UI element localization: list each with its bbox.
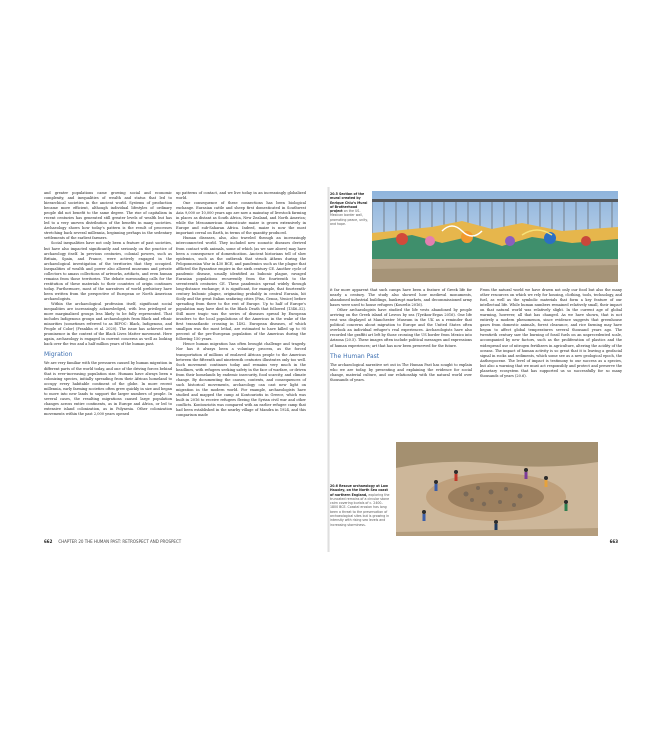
paragraph: One consequence of these connections has been biological exchange. Eurasian cattle and sheep first domesticated in Southwest Asia 9,000 or 10,000 years ago are now a mainstay of livestock farming in places as distant as South Africa, New Zealand, and North America; while the Mesoamerican domesticate maize is grown extensively in Europe and sub-Saharan Africa. Indeed, maize is now the most important cereal on Earth, in terms of the quantity produced. <box>176 201 306 236</box>
figure-20-6-caption <box>330 484 390 527</box>
right-page <box>330 187 622 552</box>
paragraph: up patterns of contact, and we live today in an increasingly globalized world. <box>176 191 306 201</box>
section-heading: Migration <box>44 351 73 359</box>
paragraph: and greater populations came growing social and economic complexity, and inequalities of wealth and status that led to hierarchical societies in the ancient world. Systems of production became more efficient, although individual lifestyles of ordinary people did not benefit to the same degree. The rise of capitalism in recent centuries has generated still greater levels of wealth but has led to a very uneven distribution of the benefits in many societies. Archaeology shows how today’s pattern is the result of processes stretching back several millennia, beginning perhaps in the sedentary settlements of the earliest farmers. <box>44 191 172 241</box>
left-page <box>40 187 328 552</box>
right-column-1 <box>330 288 472 383</box>
figure-20-5-caption <box>330 192 370 226</box>
chapter-running-head: CHAPTER 20 THE HUMAN PAST: RETROSPECT AND PROSPECT <box>58 539 182 544</box>
left-column-1 <box>44 191 172 417</box>
paragraph: Human diseases, also, also traveled through an increasingly interconnected world. They included new zoonotic diseases derived from contact with animals, some of which (as we saw above) may have been a consequence of domestication. Ancient historians tell of slow epidemics, such as the outbreak that struck Athens during the Peloponnesian War in 430 BCE, and pandemics such as the plague that afflicted the Byzantine empire in the sixth century CE. Another cycle of pandemic disease, usually identified as bubonic plague, ravaged Eurasian populations recurrently from the fourteenth to the seventeenth centuries CE. These pandemics spread widely through long-distance exchange; it is significant, for example, that fourteenth-century bubonic plague, originating probably in central Eurasia, hit Sicily and the great Italian seafaring cities (Pisa, Genoa, Venice) before spreading from there to the rest of Europe. Up to half of Europe’s population may have died in the Black Death that followed (1346–52). Still more tragic was the series of diseases spread by European invaders to the local populations of the Americas in the wake of the first transatlantic crossing in 1492. European diseases, of which smallpox was the most lethal, are estimated to have killed up to 95 percent of the pre-European population of the Americas during the following 150 years. <box>176 236 306 342</box>
paragraph: Hence human migration has often brought challenge and tragedy. Nor has it always been a voluntary process, as the forced transportation of millions of enslaved African people to the Americas between the fifteenth and nineteenth centuries illustrates only too well. Such movement continues today and remains very much in the headlines, with refugees seeking safety in the face of warfare, or driven from their homelands by endemic insecurity, food scarcity, and climate change. By documenting the causes, contexts, and consequences of such historical movements, archaeology can cast new light on migration in the modern world. For example, archaeologists have studied and mapped the camp at Kontouriotis in Greece, which was built in 2016 to receive refugees fleeing the Syrian civil war and other conflicts. Kontouriotis was compared with an earlier refugee camp that had been established in the nearby village of Mandra in 1924, and this comparison made <box>176 342 306 418</box>
figure-20-5-mural-photo <box>372 191 618 282</box>
figure-20-5-caption-title: 20.5 Section of the mural created by Enrique Chiu’s Mural of Brotherhood project <box>330 192 368 214</box>
figure-20-5-caption-body: on the US-Mexican border wall, promoting peace, unity, and hope. <box>330 209 369 227</box>
figure-20-6-caption-title: 20.6 Rescue archaeology at Low Hauxley, on the North Sea coast of northern England, <box>330 484 389 497</box>
left-column-2 <box>176 191 306 418</box>
section-heading: The Human Past <box>330 352 380 360</box>
right-column-2 <box>480 288 622 379</box>
figure-20-6-caption-body: exploring the truncated remains of a circular stone cairn covering burials of c. 2400–1800 BCE. Coastal erosion has long been a threat to the preservation of archaeological sites but is growing in intensity with rising sea levels and increasing storminess. <box>330 492 390 527</box>
right-folio <box>610 539 618 544</box>
page-number-right: 663 <box>609 539 618 544</box>
paragraph: it far more apparent that such camps have been a feature of Greek life for nearly a century. The study also showed how medieval monuments, abandoned industrial buildings, bankrupt markets, and decommissioned army bases were used to house refugees (Kourelis 2016). <box>330 288 472 308</box>
paragraph: The archaeological narrative set out in The Human Past has sought to explain who we are today, by presenting and explaining the evidence for social change, material culture, and our relationship with the natural world over thousands of years. <box>330 362 472 382</box>
paragraph: Social inequalities have not only been a feature of past societies, but have also impacted significantly and seriously on the practice of archaeology itself. In previous centuries, colonial powers, such as Britain, Spain, and France, were actively engaged in the archaeological investigation of the territories that they occupied. Inequalities of wealth and power also allowed museums and private collectors to amass collections of artworks, artifacts, and even human remains from those territories. The debate surrounding calls for the restitution of these materials to their countries of origin continues today. Furthermore, most of the narratives of world prehistory have been written from the perspective of European or North American archaeologists. <box>44 241 172 301</box>
left-folio <box>44 539 181 544</box>
figure-20-6-excavation-photo <box>396 442 598 536</box>
paragraph: From the natural world we have drawn not only our food but also the many other resources on which we rely for housing, clothing, tools, technology, and fuel, as well as the symbolic materials that form a key feature of our intellectual life. While human numbers remained relatively small, their impact on that natural world was relatively slight. In the current age of global warming, however, all that has changed. As we have shown, that is not entirely a modern phenomenon, since evidence suggests that greenhouse gases from domestic animals, forest clearance, and rice farming may have begun to affect global temperatures several thousand years ago. The twentieth century saw the burning of fossil fuels on an unprecedented scale, accompanied by new factors, such as the proliferation of plastics and the widespread use of nitrogen fertilizers in agriculture, altering the acidity of the oceans. The impact of human activity is so great that it is leaving a geofacial signal in rocks and sediments, which some see as a new geological epoch, the Anthropocene. The level of impact is testimony to our success as a species, but also a warning that we must act responsibly and protect and preserve the planetary ecosystem that has supported us so successfully for so many thousands of years (20.6). <box>480 288 622 378</box>
paragraph: Within the archaeological profession itself, significant social inequalities are increasingly acknowledged, with less privileged or more marginalized groups less likely to be fully represented. That includes Indigenous groups and archaeologists from Black and ethnic minorities (sometimes referred to as BIPOC: Black, Indigenous, and People of Color) (Franklin et al. 2020). The issue has achieved new prominence in the context of the Black Lives Matter movement. Here again, archaeology is engaged in current concerns as well as looking back over the two and a half million years of the human past. <box>44 302 172 347</box>
paragraph: We are very familiar with the pressures caused by human migration in different parts of the world today, and one of the driving forces behind that is ever-increasing population size. Humans have always been a colonizing species, initially spreading from their African homeland to occupy every habitable continent of the globe. In more recent millennia, early farming societies often grew quickly in size and began to move into new lands to support the larger numbers of people. In several cases, the resulting migrations caused large population changes across entire continents, as in Europe and Africa, or led to extensive island colonization, as in Polynesia. Other colonization movements within the past 2,000 years opened <box>44 361 172 416</box>
page-number-left: 662 <box>44 539 53 544</box>
paragraph: Other archaeologists have studied the life vests abandoned by people arriving on the Greek island of Lesvos by sea (Tyrikou-Ergas 2016). One life vest was displayed at Manchester Museum in the UK as a reminder that political concerns about migration to Europe and the United States often overlook an individual refugee’s real experiences. Archaeologists have also recorded the graffiti art left by those crossing the US border from Mexico into Arizona (20.5). These images often include political messages and expressions of human experiences; art that has now been preserved for the future. <box>330 308 472 348</box>
